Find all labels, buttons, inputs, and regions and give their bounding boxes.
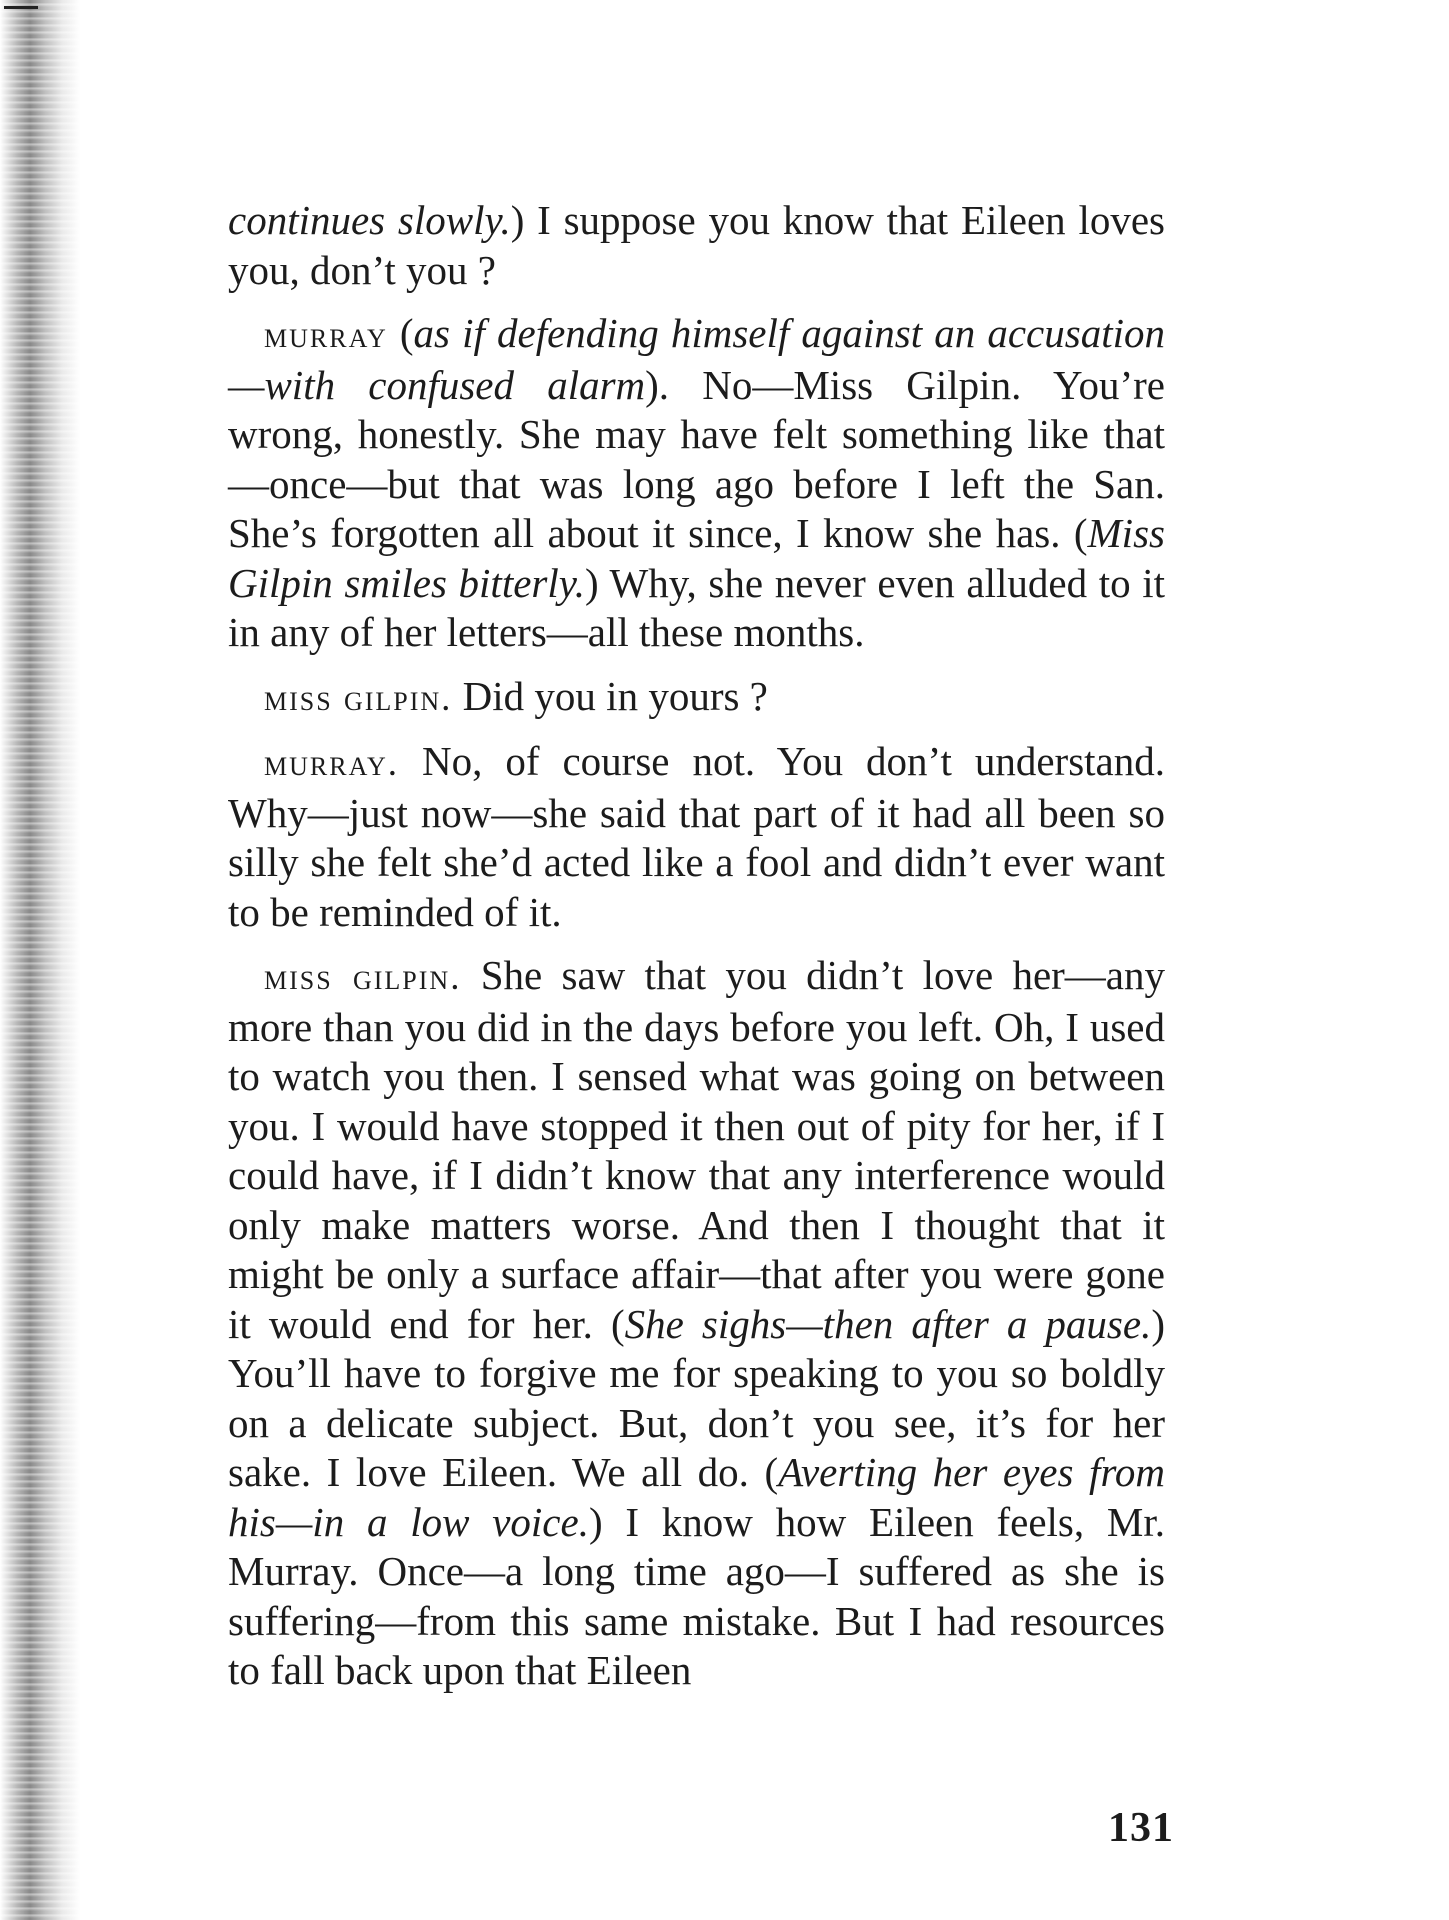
page-number: 131 — [1108, 1805, 1174, 1851]
paragraph-4 — [228, 737, 1165, 937]
paragraph-2 — [228, 309, 1165, 658]
speaker-name: miss gilpin. — [264, 957, 462, 998]
stage-direction: She sighs—then after a pause. — [624, 1300, 1152, 1347]
dialogue-text: She saw that you didn’t love her—any more than you did in the days before you left. Oh, I used to watch you then. I sensed what was going on between you. I would have stopped it then out of pity for her, if I could have, if I didn’t know that any interference would only make matters worse. And then I thought that it might be only a surface affair—that after you were gone it would end for her. ( — [228, 952, 1165, 1347]
stage-direction: continues slowly. — [228, 197, 511, 243]
paragraph-3 — [228, 672, 1165, 724]
stage-direction: Averting her eyes from his—in a low voice. — [228, 1449, 1165, 1545]
stage-direction: as if defending himself against an accusation—with confused alarm — [228, 310, 1165, 408]
dialogue-text: ) I suppose you know that Eileen loves you, don’t you ? — [228, 197, 1165, 293]
stage-direction: Miss Gilpin smiles bitterly. — [228, 510, 1165, 606]
page-body — [228, 196, 1165, 1710]
paragraph-5 — [228, 951, 1165, 1696]
speaker-name: murray — [264, 315, 388, 356]
speaker-name: miss gilpin. — [264, 677, 453, 719]
dialogue-text: ) I know how Eileen feels, Mr. Murray. Once—a long time ago—I suffered as she is suffering—from this same mistake. But I had resources to fall back upon that Eileen — [228, 1498, 1165, 1693]
scan-edge-mark — [4, 6, 38, 9]
paragraph-1 — [228, 196, 1165, 295]
scan-gutter-shadow — [0, 0, 80, 1920]
dialogue-text: ) You’ll have to forgive me for speaking to you so boldly on a delicate subject. But, don’t you see, it’s for her sake. I love Eileen. We all do. ( — [228, 1300, 1165, 1495]
dialogue-text: ). No—Miss Gilpin. You’re wrong, honestly. She may have felt something like that—once—but that was long ago before I left the San. She’s forgotten all about it since, I know she has. ( — [228, 361, 1165, 556]
dialogue-text: Did you in yours ? — [452, 672, 768, 719]
dialogue-text: No, of course not. You don’t understand. Why—just now—she said that part of it had all been so silly she felt she’d acted like a fool and didn’t ever want to be reminded of it. — [228, 738, 1165, 935]
dialogue-text: ) Why, she never even alluded to it in any of her letters—all these months. — [228, 559, 1165, 655]
dialogue-text: ( — [387, 310, 414, 356]
speaker-name: murray. — [264, 743, 399, 784]
